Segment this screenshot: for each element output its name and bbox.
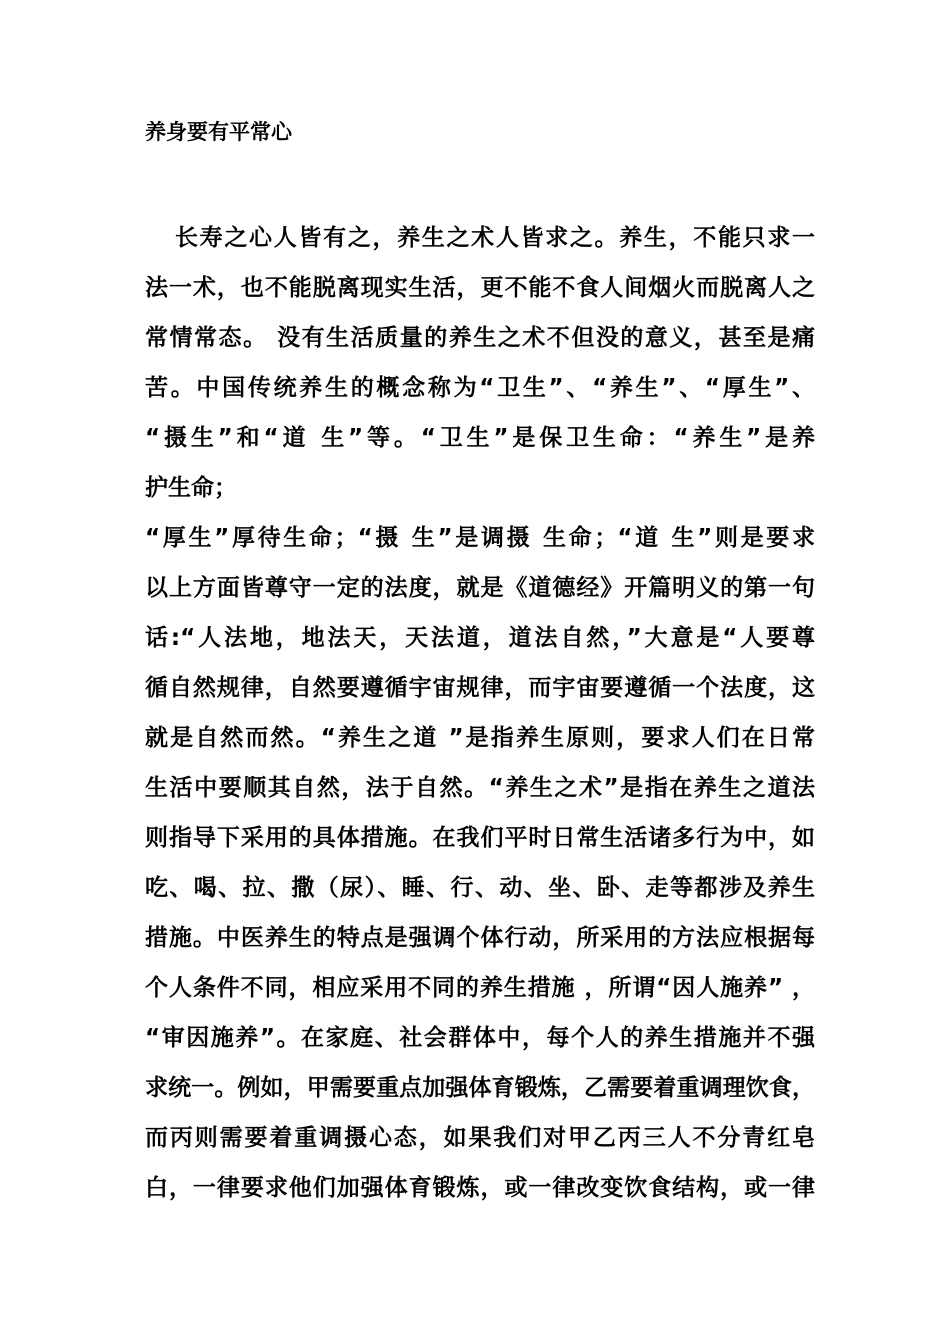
paragraph-line: 以上方面皆尊守一定的法度，就是《道德经》开篇明义的第一句 (145, 575, 815, 601)
document-title: 养身要有平常心 (145, 120, 292, 144)
paragraph-line: “摄生”和“道 生”等。“卫生”是保卫生命：“养生”是养 (145, 425, 815, 451)
paragraph-line: 措施。中医养生的特点是强调个体行动，所采用的方法应根据每 (145, 925, 815, 951)
paragraph-line: 则指导下采用的具体措施。在我们平时日常生活诸多行为中，如 (145, 825, 815, 851)
paragraph-line: 吃、喝、拉、撒（尿）、睡、行、动、坐、卧、走等都涉及养生 (145, 875, 815, 901)
paragraph-line: 法一术，也不能脱离现实生活，更不能不食人间烟火而脱离人之 (145, 275, 815, 301)
paragraph-line: 常情常态。 没有生活质量的养生之术不但没的意义，甚至是痛 (145, 325, 815, 351)
paragraph-line: 话:“人法地，地法天，天法道，道法自然，”大意是“人要尊 (145, 625, 815, 651)
paragraph-line: 就是自然而然。“养生之道 ”是指养生原则，要求人们在日常 (145, 725, 815, 751)
paragraph-line: “厚生”厚待生命；“摄 生”是调摄 生命；“道 生”则是要求 (145, 525, 815, 551)
paragraph-line: 循自然规律，自然要遵循宇宙规律，而宇宙要遵循一个法度，这 (145, 675, 815, 701)
paragraph-line: 白，一律要求他们加强体育锻炼，或一律改变饮食结构，或一律 (145, 1175, 815, 1201)
paragraph-line: 生活中要顺其自然，法于自然。“养生之术”是指在养生之道法 (145, 775, 815, 801)
paragraph-line: 长寿之心人皆有之，养生之术人皆求之。养生，不能只求一 (175, 225, 815, 251)
paragraph-line: “审因施养”。在家庭、社会群体中，每个人的养生措施并不强 (145, 1025, 815, 1051)
paragraph-line: 求统一。例如，甲需要重点加强体育锻炼，乙需要着重调理饮食， (145, 1075, 815, 1101)
paragraph-line: 护生命； (145, 475, 237, 501)
paragraph-line: 而丙则需要着重调摄心态，如果我们对甲乙丙三人不分青红皂 (145, 1125, 815, 1151)
document-body (145, 216, 815, 1216)
paragraph-line: 苦。中国传统养生的概念称为“卫生”、“养生”、“厚生”、 (145, 375, 815, 401)
paragraph-line: 个人条件不同，相应采用不同的养生措施 ，所谓“因人施养” ， (145, 975, 815, 1001)
